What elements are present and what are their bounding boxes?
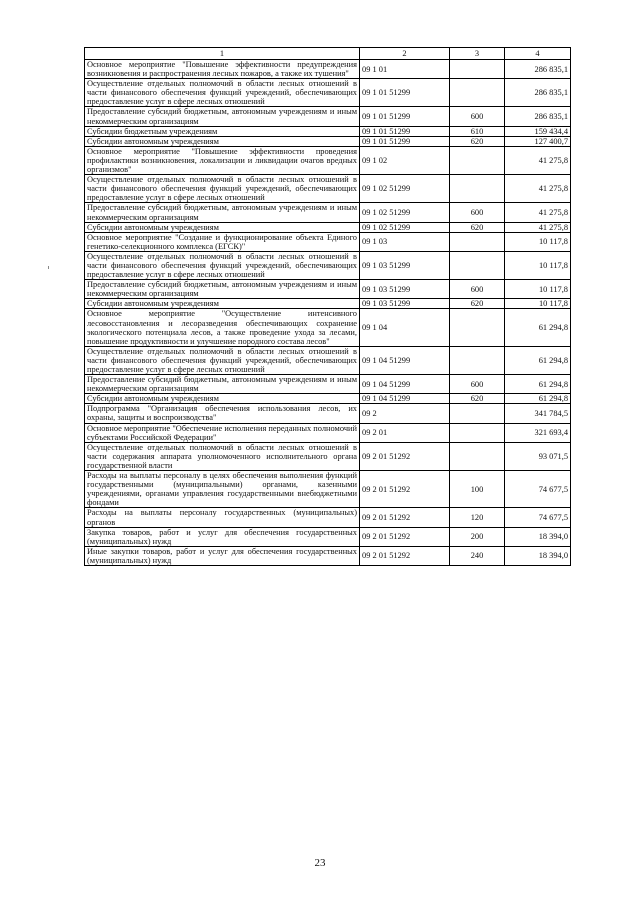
row-expense-type-cell bbox=[450, 175, 505, 203]
row-amount-cell: 10 117,8 bbox=[505, 251, 571, 279]
header-cell-vr: 3 bbox=[450, 48, 505, 60]
table-row bbox=[85, 60, 571, 79]
row-amount-cell: 41 275,8 bbox=[505, 146, 571, 174]
row-expense-type-cell bbox=[450, 251, 505, 279]
row-name-cell: Основное мероприятие "Создание и функционирование объекта Единого генетико-селекционного комплекса (ЕГСК)" bbox=[85, 232, 360, 251]
row-name-cell: Закупка товаров, работ и услуг для обеспечения государственных (муниципальных) нужд bbox=[85, 527, 360, 546]
row-name-cell: Осуществление отдельных полномочий в области лесных отношений в части финансового обеспечения функций учреждений, обеспечивающих предоставление услуг в сфере лесных отношений bbox=[85, 175, 360, 203]
row-code-cell: 09 1 02 51299 bbox=[360, 222, 450, 232]
row-expense-type-cell: 620 bbox=[450, 299, 505, 309]
row-code-cell: 09 1 04 bbox=[360, 309, 450, 346]
table-row bbox=[85, 309, 571, 346]
row-expense-type-cell bbox=[450, 423, 505, 442]
table-row bbox=[85, 222, 571, 232]
table-row bbox=[85, 546, 571, 565]
row-amount-cell: 286 835,1 bbox=[505, 107, 571, 126]
row-code-cell: 09 1 01 51299 bbox=[360, 136, 450, 146]
row-code-cell: 09 1 03 bbox=[360, 232, 450, 251]
row-name-cell: Расходы на выплаты персоналу в целях обеспечения выполнения функций государственными (муниципальными) органами, казенными учреждениями, органами управления государственными внебюджетными фондами bbox=[85, 471, 360, 508]
header-cell-amount: 4 bbox=[505, 48, 571, 60]
row-expense-type-cell: 200 bbox=[450, 527, 505, 546]
row-amount-cell: 61 294,8 bbox=[505, 394, 571, 404]
row-expense-type-cell: 600 bbox=[450, 107, 505, 126]
table-row bbox=[85, 375, 571, 394]
row-code-cell: 09 1 01 bbox=[360, 60, 450, 79]
row-expense-type-cell bbox=[450, 442, 505, 470]
table-body bbox=[85, 60, 571, 566]
row-expense-type-cell bbox=[450, 346, 505, 374]
table-row bbox=[85, 404, 571, 423]
row-name-cell: Предоставление субсидий бюджетным, автономным учреждениям и иным некоммерческим организациям bbox=[85, 107, 360, 126]
row-amount-cell: 127 400,7 bbox=[505, 136, 571, 146]
row-name-cell: Субсидии бюджетным учреждениям bbox=[85, 126, 360, 136]
row-amount-cell: 10 117,8 bbox=[505, 299, 571, 309]
row-amount-cell: 341 784,5 bbox=[505, 404, 571, 423]
row-name-cell: Предоставление субсидий бюджетным, автономным учреждениям и иным некоммерческим организациям bbox=[85, 375, 360, 394]
row-name-cell: Иные закупки товаров, работ и услуг для обеспечения государственных (муниципальных) нужд bbox=[85, 546, 360, 565]
table-row bbox=[85, 423, 571, 442]
row-expense-type-cell: 600 bbox=[450, 375, 505, 394]
table-row bbox=[85, 232, 571, 251]
row-code-cell: 09 2 01 51292 bbox=[360, 508, 450, 527]
row-expense-type-cell: 600 bbox=[450, 280, 505, 299]
header-row bbox=[85, 48, 571, 60]
row-amount-cell: 41 275,8 bbox=[505, 175, 571, 203]
table-row bbox=[85, 508, 571, 527]
row-amount-cell: 61 294,8 bbox=[505, 309, 571, 346]
table-row bbox=[85, 346, 571, 374]
page-number: 23 bbox=[314, 857, 326, 869]
row-name-cell: Расходы на выплаты персоналу государственных (муниципальных) органов bbox=[85, 508, 360, 527]
row-name-cell: Предоставление субсидий бюджетным, автономным учреждениям и иным некоммерческим организациям bbox=[85, 203, 360, 222]
row-expense-type-cell bbox=[450, 232, 505, 251]
row-name-cell: Осуществление отдельных полномочий в области лесных отношений в части финансового обеспечения функций учреждений, обеспечивающих предоставление услуг в сфере лесных отношений bbox=[85, 346, 360, 374]
row-name-cell: Субсидии автономным учреждениям bbox=[85, 222, 360, 232]
row-code-cell: 09 1 04 51299 bbox=[360, 375, 450, 394]
row-amount-cell: 41 275,8 bbox=[505, 222, 571, 232]
row-amount-cell: 159 434,4 bbox=[505, 126, 571, 136]
table-row bbox=[85, 146, 571, 174]
header-cell-name: 1 bbox=[85, 48, 360, 60]
row-expense-type-cell: 610 bbox=[450, 126, 505, 136]
row-name-cell: Основное мероприятие "Обеспечение исполнения переданных полномочий субъектами Российской Федерации" bbox=[85, 423, 360, 442]
row-code-cell: 09 1 03 51299 bbox=[360, 251, 450, 279]
row-amount-cell: 286 835,1 bbox=[505, 60, 571, 79]
row-name-cell: Основное мероприятие "Повышение эффективности предупреждения возникновения и распространения лесных пожаров, а также их тушения" bbox=[85, 60, 360, 79]
row-amount-cell: 74 677,5 bbox=[505, 471, 571, 508]
row-name-cell: Субсидии автономным учреждениям bbox=[85, 136, 360, 146]
row-expense-type-cell: 620 bbox=[450, 222, 505, 232]
row-code-cell: 09 1 04 51299 bbox=[360, 394, 450, 404]
budget-table bbox=[84, 47, 571, 566]
row-code-cell: 09 1 03 51299 bbox=[360, 299, 450, 309]
row-code-cell: 09 2 01 bbox=[360, 423, 450, 442]
header-cell-code: 2 bbox=[360, 48, 450, 60]
row-expense-type-cell: 100 bbox=[450, 471, 505, 508]
row-code-cell: 09 2 01 51292 bbox=[360, 471, 450, 508]
row-name-cell: Предоставление субсидий бюджетным, автономным учреждениям и иным некоммерческим организациям bbox=[85, 280, 360, 299]
row-name-cell: Осуществление отдельных полномочий в области лесных отношений в части финансового обеспечения функций учреждений, обеспечивающих предоставление услуг в сфере лесных отношений bbox=[85, 251, 360, 279]
row-expense-type-cell: 240 bbox=[450, 546, 505, 565]
row-code-cell: 09 1 02 bbox=[360, 146, 450, 174]
row-amount-cell: 10 117,8 bbox=[505, 232, 571, 251]
row-code-cell: 09 1 03 51299 bbox=[360, 280, 450, 299]
row-code-cell: 09 1 04 51299 bbox=[360, 346, 450, 374]
row-code-cell: 09 1 01 51299 bbox=[360, 79, 450, 107]
row-expense-type-cell bbox=[450, 309, 505, 346]
row-amount-cell: 61 294,8 bbox=[505, 346, 571, 374]
row-code-cell: 09 2 01 51292 bbox=[360, 546, 450, 565]
row-name-cell: Субсидии автономным учреждениям bbox=[85, 394, 360, 404]
row-name-cell: Субсидии автономным учреждениям bbox=[85, 299, 360, 309]
table-row bbox=[85, 203, 571, 222]
row-amount-cell: 74 677,5 bbox=[505, 508, 571, 527]
row-amount-cell: 286 835,1 bbox=[505, 79, 571, 107]
table-row bbox=[85, 280, 571, 299]
row-code-cell: 09 1 01 51299 bbox=[360, 126, 450, 136]
table-row bbox=[85, 251, 571, 279]
row-code-cell: 09 2 01 51292 bbox=[360, 442, 450, 470]
row-name-cell: Осуществление отдельных полномочий в области лесных отношений в части финансового обеспечения функций учреждений, обеспечивающих предоставление услуг в сфере лесных отношений bbox=[85, 79, 360, 107]
table-row bbox=[85, 136, 571, 146]
table-row bbox=[85, 79, 571, 107]
row-amount-cell: 41 275,8 bbox=[505, 203, 571, 222]
row-amount-cell: 321 693,4 bbox=[505, 423, 571, 442]
row-expense-type-cell: 600 bbox=[450, 203, 505, 222]
row-amount-cell: 61 294,8 bbox=[505, 375, 571, 394]
row-code-cell: 09 2 01 51292 bbox=[360, 527, 450, 546]
row-amount-cell: 18 394,0 bbox=[505, 546, 571, 565]
row-amount-cell: 18 394,0 bbox=[505, 527, 571, 546]
row-expense-type-cell bbox=[450, 79, 505, 107]
row-expense-type-cell: 120 bbox=[450, 508, 505, 527]
row-name-cell: Основное мероприятие "Повышение эффективности проведения профилактики возникновения, локализации и ликвидации очагов вредных организмов" bbox=[85, 146, 360, 174]
row-amount-cell: 10 117,8 bbox=[505, 280, 571, 299]
row-expense-type-cell bbox=[450, 404, 505, 423]
row-expense-type-cell: 620 bbox=[450, 136, 505, 146]
row-code-cell: 09 1 02 51299 bbox=[360, 175, 450, 203]
row-code-cell: 09 2 bbox=[360, 404, 450, 423]
table-row bbox=[85, 175, 571, 203]
margin-tick-mark bbox=[48, 266, 49, 269]
table-row bbox=[85, 107, 571, 126]
row-expense-type-cell bbox=[450, 60, 505, 79]
table-row bbox=[85, 471, 571, 508]
budget-table-container bbox=[84, 47, 571, 566]
table-row bbox=[85, 126, 571, 136]
row-code-cell: 09 1 01 51299 bbox=[360, 107, 450, 126]
row-code-cell: 09 1 02 51299 bbox=[360, 203, 450, 222]
row-expense-type-cell: 620 bbox=[450, 394, 505, 404]
table-row bbox=[85, 527, 571, 546]
row-name-cell: Основное мероприятие "Осуществление интенсивного лесовосстановления и лесоразведения обеспечивающих сохранение экологического потенциала лесов, а также проведение ухода за лесами, повышение продуктивности и улучшение породного состава лесов" bbox=[85, 309, 360, 346]
row-amount-cell: 93 071,5 bbox=[505, 442, 571, 470]
row-name-cell: Подпрограмма "Организация обеспечения использования лесов, их охраны, защиты и воспроизводства" bbox=[85, 404, 360, 423]
table-row bbox=[85, 394, 571, 404]
table-row bbox=[85, 299, 571, 309]
table-row bbox=[85, 442, 571, 470]
row-expense-type-cell bbox=[450, 146, 505, 174]
row-name-cell: Осуществление отдельных полномочий в области лесных отношений в части содержания аппарата уполномоченного исполнительного органа государственной власти bbox=[85, 442, 360, 470]
